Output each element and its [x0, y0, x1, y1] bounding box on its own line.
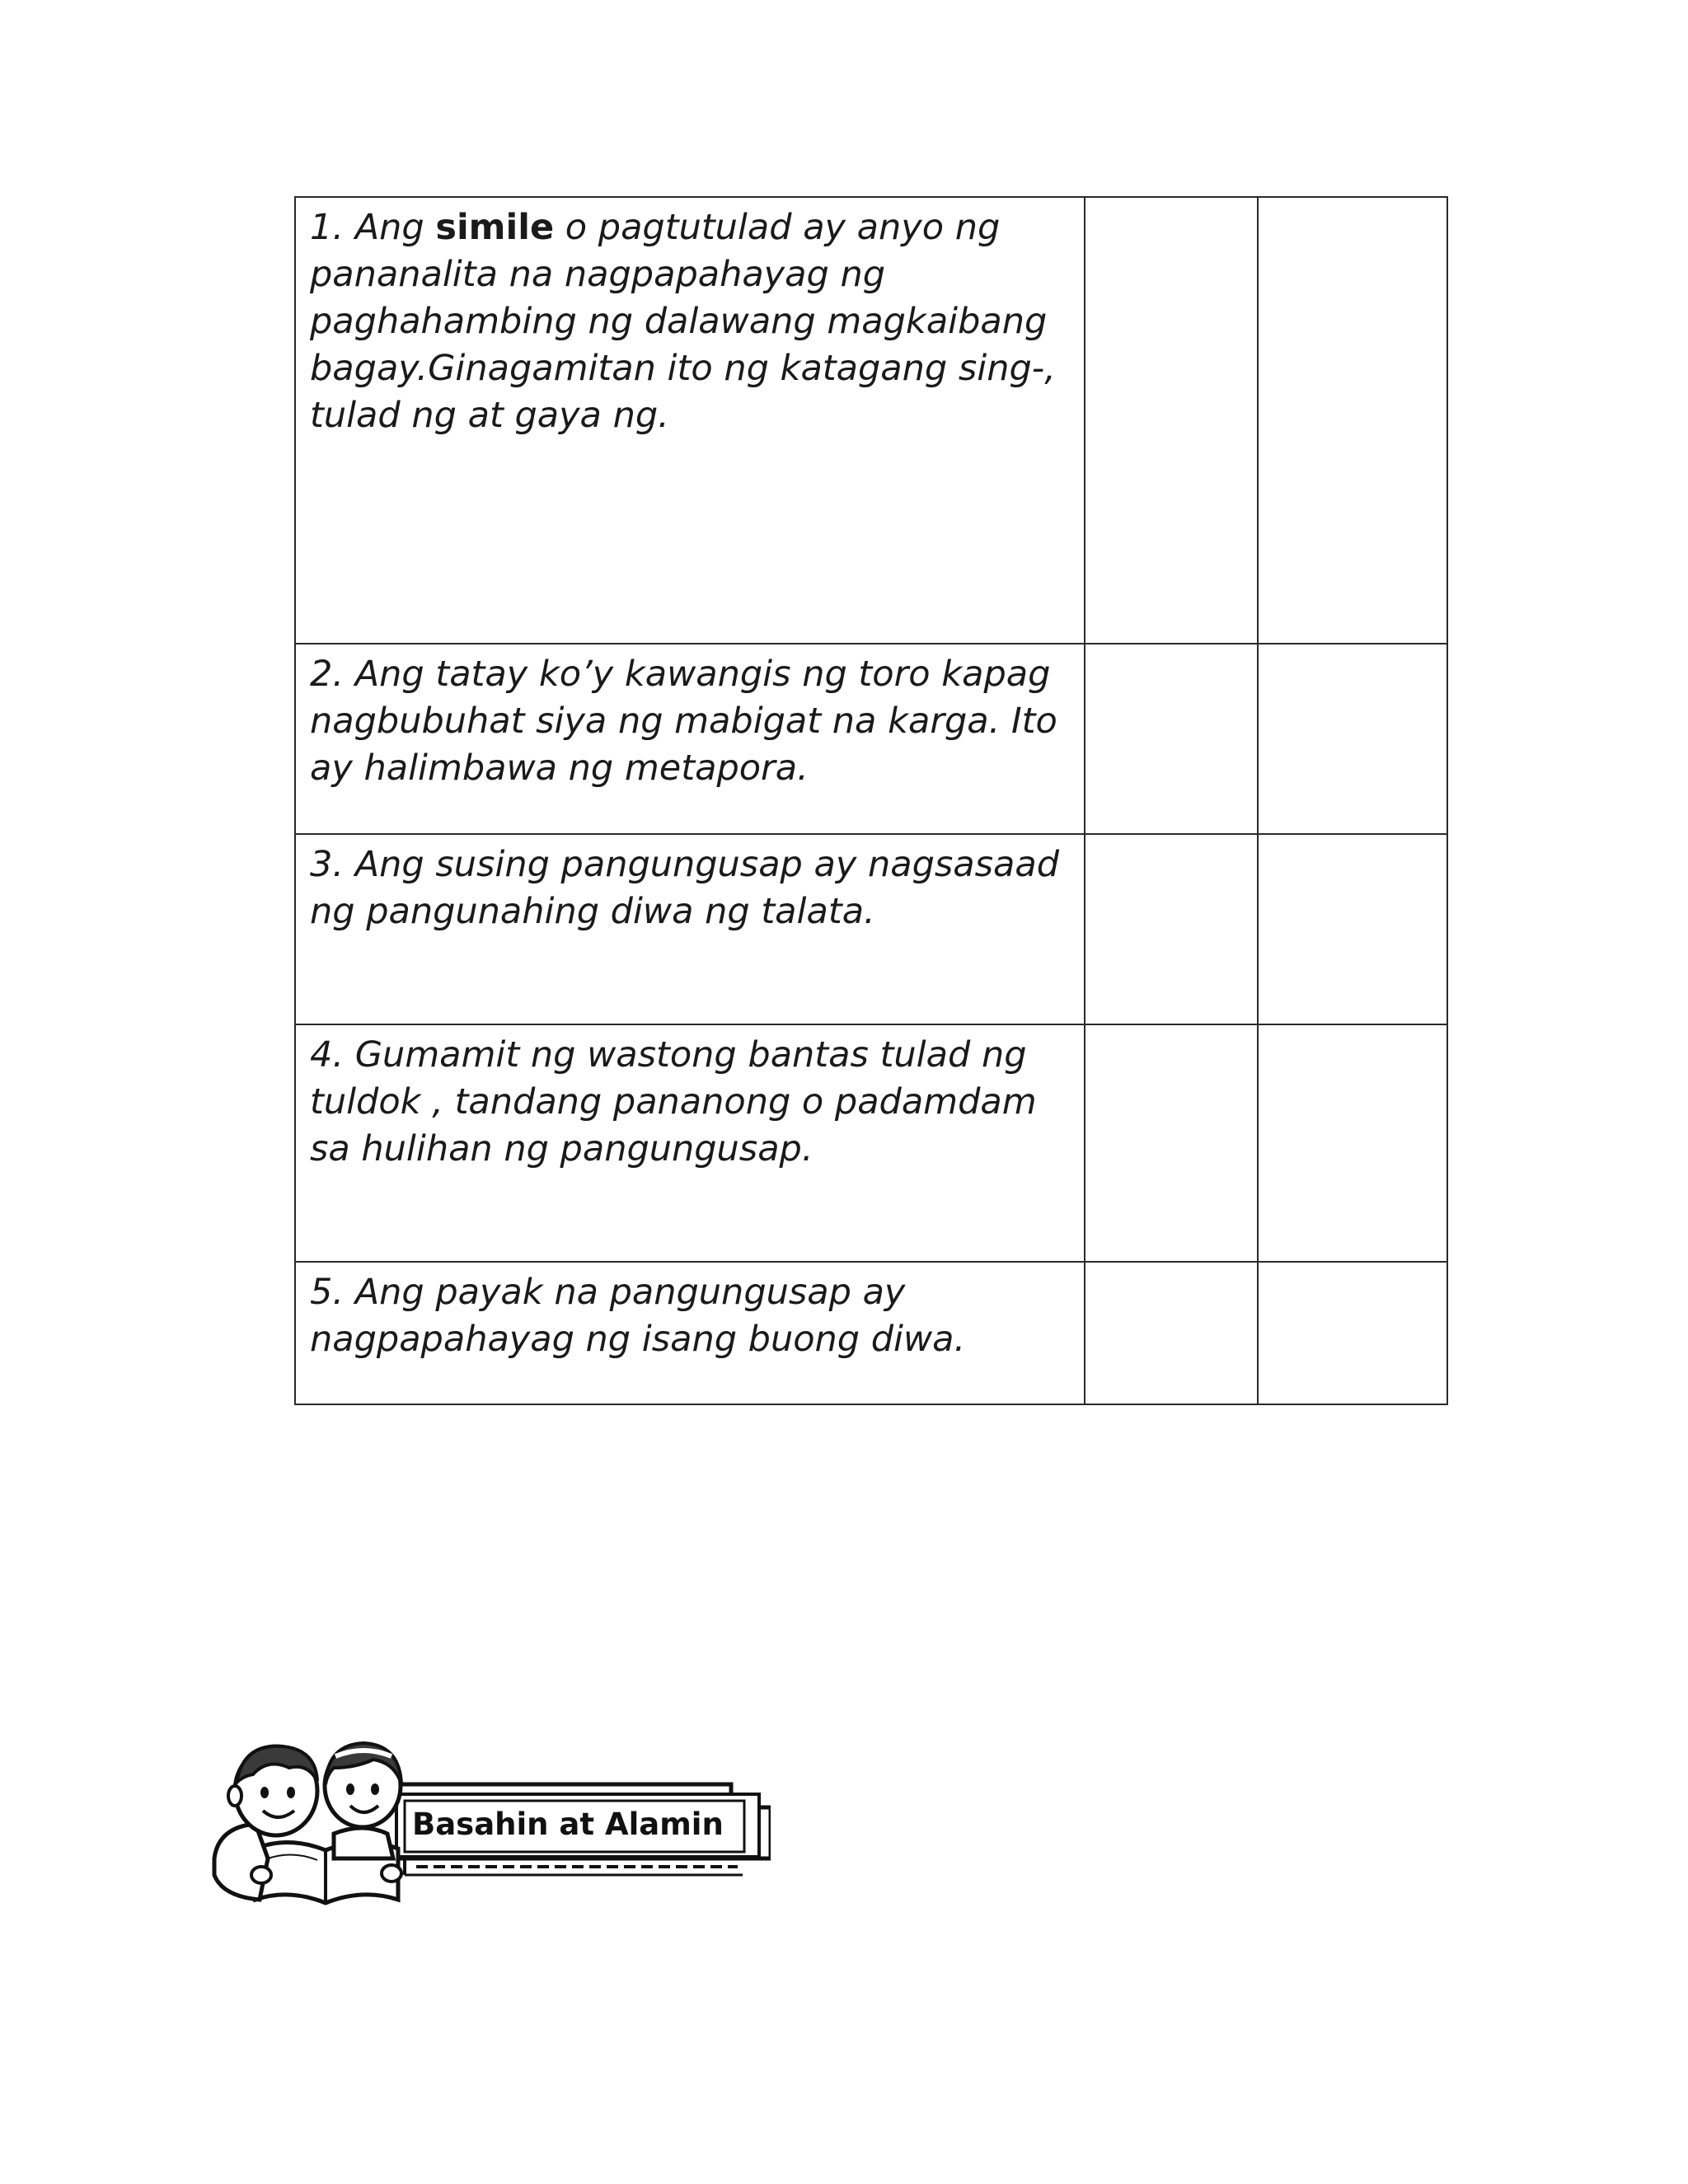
answer-cell-1[interactable] — [1085, 1024, 1258, 1262]
term-simile: simile — [435, 207, 555, 248]
statement-text: 5. Ang payak na pangungusap ay nagpapahayag ng isang buong diwa. — [310, 1272, 966, 1360]
table-row — [295, 1024, 1447, 1262]
answer-cell-2[interactable] — [1258, 644, 1447, 834]
statement-table — [294, 196, 1448, 1405]
statement-cell — [295, 1024, 1085, 1262]
statement-cell — [295, 834, 1085, 1024]
answer-cell-1[interactable] — [1085, 644, 1258, 834]
section-title: Basahin at Alamin — [412, 1807, 724, 1842]
statement-cell — [295, 644, 1085, 834]
table-row — [295, 197, 1447, 644]
table-row — [295, 644, 1447, 834]
answer-cell-2[interactable] — [1258, 1024, 1447, 1262]
answer-cell-1[interactable] — [1085, 197, 1258, 644]
statement-text: 2. Ang tatay ko’y kawangis ng toro kapag nagbubuhat siya ng mabigat na karga. Ito ay halimbawa ng metapora. — [310, 654, 1057, 789]
statement-text: 3. Ang susing pangungusap ay nagsasaad ng pangunahing diwa ng talata. — [310, 844, 1060, 932]
statement-cell — [295, 197, 1085, 644]
statement-text: 4. Gumamit ng wastong bantas tulad ng tuldok , tandang pananong o padamdam sa hulihan ng pangungusap. — [310, 1034, 1037, 1169]
statement-text: 1. Ang simile o pagtutulad ay anyo ng pananalita na nagpapahayag ng paghahambing ng dalawang magkaibang bagay.Ginagamitan ito ng katagang sing-, tulad ng at gaya ng. — [310, 207, 1056, 436]
table-row — [295, 834, 1447, 1024]
table-row — [295, 1262, 1447, 1404]
answer-cell-1[interactable] — [1085, 834, 1258, 1024]
answer-cell-2[interactable] — [1258, 197, 1447, 644]
answer-cell-1[interactable] — [1085, 1262, 1258, 1404]
answer-cell-2[interactable] — [1258, 834, 1447, 1024]
answer-cell-2[interactable] — [1258, 1262, 1447, 1404]
statement-cell — [295, 1262, 1085, 1404]
